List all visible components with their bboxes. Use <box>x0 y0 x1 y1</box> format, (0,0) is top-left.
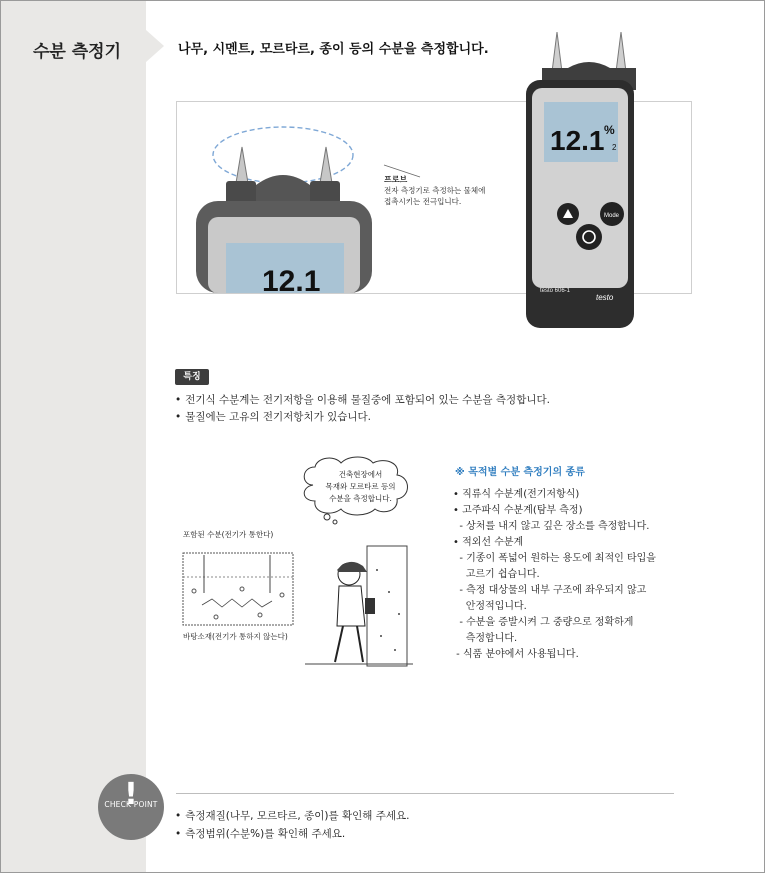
kind-line-1: • 직류식 수분계(전기저항식) <box>453 489 580 500</box>
section-title: 수분 측정기 <box>33 42 122 62</box>
device-unit: % <box>604 123 615 137</box>
cap-icon <box>337 562 367 572</box>
feature-text-2: 물질에는 고유의 전기저항치가 있습니다. <box>185 411 371 423</box>
checkpoint-item-1: • 측정재질(나무, 모르타르, 종이)를 확인해 주세요. <box>175 810 410 822</box>
bubble-line-2: 목재와 모르타르 등의 <box>325 482 396 491</box>
checkpoint-text-2: 측정범위(수분%)를 확인해 주세요. <box>185 828 346 840</box>
sidebar <box>1 1 146 872</box>
kind-line-9: - 수분을 증발시켜 그 중량으로 정확하게 <box>453 617 634 628</box>
checkpoint-label: CHECK POINT <box>104 800 158 809</box>
kind-line-6: 고르기 쉽습니다. <box>453 569 540 580</box>
feature-item-2: • 물질에는 고유의 전기저항치가 있습니다. <box>175 411 371 423</box>
base-material-label: 바탕소재(전기가 통하지 않는다) <box>183 632 288 641</box>
kind-line-2: • 고주파식 수분계(탐부 측정) <box>453 505 583 516</box>
device-pin-right <box>616 32 626 72</box>
probe-title: 프로브 <box>384 175 408 184</box>
feature-text-1: 전기식 수분계는 전기저항을 이용해 물질중에 포함되어 있는 수분을 측정합니다. <box>185 394 550 406</box>
closeup-reading: 12.1 <box>262 265 321 293</box>
speech-cloud-text <box>313 469 408 505</box>
device-pin-left <box>552 32 562 72</box>
probe-pin-left <box>236 147 248 183</box>
probe-desc-1: 전자 측정기로 측정하는 물체에 <box>384 186 486 195</box>
bubble-line-1: 건축현장에서 <box>338 470 383 479</box>
kind-line-4: • 적외선 수분계 <box>453 537 524 548</box>
model-label: testo 606-1 <box>540 288 571 294</box>
checkpoint-divider <box>176 793 674 794</box>
checkpoint-text-1: 측정재질(나무, 모르타르, 종이)를 확인해 주세요. <box>185 810 410 822</box>
probe-label <box>384 174 485 207</box>
material-cross-section <box>182 545 294 627</box>
title-arrow <box>146 30 164 62</box>
headline: 나무, 시멘트, 모르타르, 종이 등의 수분을 측정합니다. <box>178 42 489 57</box>
brand-label: testo <box>596 293 614 302</box>
mode-label: Mode <box>604 213 620 219</box>
bubble-line-3: 수분을 측정합니다. <box>329 494 392 503</box>
meter-in-hand <box>365 598 375 614</box>
kind-line-7: - 측정 대상물의 내부 구조에 좌우되지 않고 <box>453 585 647 596</box>
kind-line-11: - 식품 분야에서 사용됩니다. <box>453 649 579 660</box>
device-reading: 12.1 <box>550 125 605 156</box>
kind-line-3: - 상처를 내지 않고 깊은 장소를 측정합니다. <box>453 521 650 532</box>
exclamation-icon: ! <box>124 777 138 812</box>
probe-pin-right <box>320 147 332 183</box>
moisture-label: 포함된 수분(전기가 통한다) <box>183 530 274 539</box>
probe-bridge <box>256 175 310 201</box>
checkpoint-item-2: • 측정범위(수분%)를 확인해 주세요. <box>175 828 346 840</box>
kind-line-8: 안정적입니다. <box>453 601 527 612</box>
power-button <box>576 224 602 250</box>
kind-line-10: 측정합니다. <box>453 633 518 644</box>
probe-highlight-ellipse <box>213 127 353 183</box>
device-sub: 2 <box>612 143 617 152</box>
feature-item-1: • 전기식 수분계는 전기저항을 이용해 물질중에 포함되어 있는 수분을 측정합니다. <box>175 394 550 406</box>
worker-illustration <box>305 540 413 670</box>
kind-line-5: - 기종이 폭넓어 원하는 용도에 최적인 타입을 <box>453 553 656 564</box>
kinds-title: ※ 목적별 수분 측정기의 종류 <box>455 467 585 478</box>
device-full-illustration <box>520 28 640 332</box>
features-badge: 특징 <box>175 369 209 385</box>
probe-desc-2: 접촉시키는 전극입니다. <box>384 197 462 206</box>
